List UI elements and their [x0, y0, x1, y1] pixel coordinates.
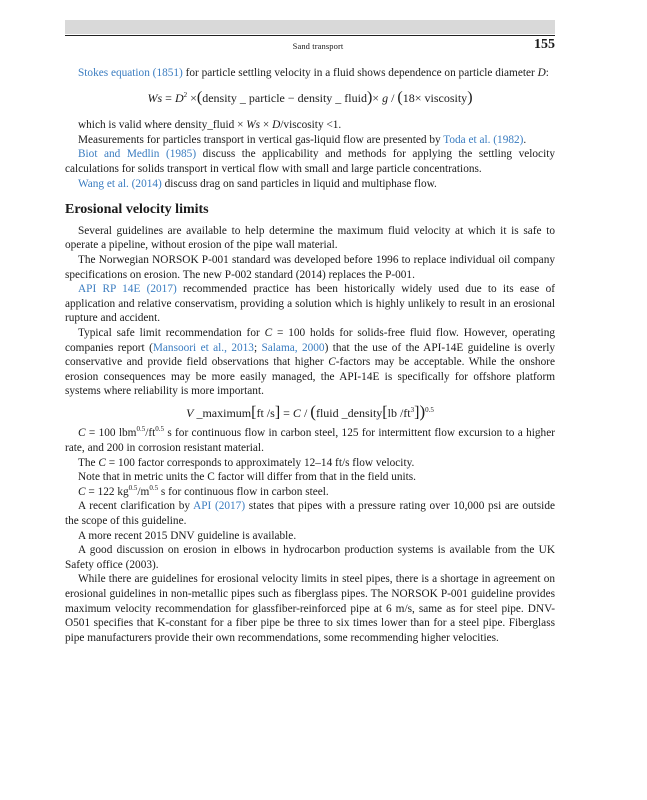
stokes-paragraph: Stokes equation (1851) for particle settling velocity in a fluid shows dependence on particle diameter D: — [78, 67, 549, 79]
api-clarification-paragraph: A recent clarification by API (2017) states that pipes with a pressure rating over 10,000 psi are outside the scope of this guideline. — [65, 500, 555, 528]
metric-c-paragraph: C = 122 $kg^{0.5}/m^{0.5}$ s for continuous flow in carbon steel. — [78, 483, 329, 498]
stokes-equation: $Ws = D^2$ ×(density _ particle − density _ fluid)× g / (18× viscosity) — [147, 88, 473, 106]
dnv-paragraph: A more recent 2015 DNV guideline is available. — [78, 529, 297, 542]
safe-limit-paragraph: Typical safe limit recommendation for C = 100 holds for solids-free fluid flow. However, operating companies report (Mansoori et al., 2013; Salama, 2000) that the use of the API-14E guideline is overly conservative and provide field observations that higher C-factors may be acceptable. While the onshore erosion consequences may be more easily managed, the API-14E is specifically for offshore platform systems where reliability is more important. — [65, 326, 555, 398]
citation-link-api[interactable]: API (2017) — [193, 500, 246, 513]
citation-link-toda[interactable]: Toda et al. (1982) — [443, 133, 524, 146]
c-velocity-paragraph: The C = 100 factor corresponds to approximately 12–14 ft/s flow velocity. — [78, 456, 415, 469]
metric-note-paragraph: Note that in metric units the C factor will differ from that in the field units. — [78, 471, 416, 484]
citation-link-biot[interactable]: Biot and Medlin (1985) — [78, 148, 197, 161]
norsok-paragraph: The Norwegian NORSOK P-001 standard was developed before 1996 to replace individual oil company specifications on erosion. The new P-002 standard (2014) replaces the P-001. — [65, 253, 555, 281]
citation-link-api-rp[interactable]: API RP 14E (2017) — [78, 283, 177, 296]
validity-paragraph: which is valid where density_fluid × Ws × D/viscosity <1. — [78, 119, 342, 132]
citation-link-mansoori[interactable]: Mansoori et al., 2013 — [152, 341, 254, 354]
page-body — [65, 66, 555, 645]
wang-paragraph: Wang et al. (2014) discuss drag on sand particles in liquid and multiphase flow. — [78, 177, 437, 190]
citation-link-salama[interactable]: Salama, 2000 — [261, 341, 325, 354]
running-head: Sand transport — [292, 41, 344, 51]
guidelines-paragraph: Several guidelines are available to help determine the maximum fluid velocity at which it is safe to operate a pipeline, without erosion of the pipe wall material. — [65, 224, 555, 252]
erosional-velocity-equation: V _maximum[ft /s] = C / (fluid _density[lb $/ft^3])^{0.5}$ — [186, 401, 434, 421]
elbows-paragraph: A good discussion on erosion in elbows in hydrocarbon production systems is available from the UK Safety office (2003). — [65, 544, 555, 571]
page-number: 155 — [534, 37, 555, 52]
non-metallic-paragraph: While there are guidelines for erosional velocity limits in steel pipes, there is a shortage in agreement on erosional guidelines in non-metallic pipes such as fiberglass pipes. The NORSOK P-001 guideline provides maximum velocity recommendation for glassfiber-reinforced pipe at 6 m/s, same as for steel pipe. DNV-O501 specifies that K-constant for a fiber pipe be three to six times lower than for a steel pipe. Fiberglass pipe manufacturers provide their own recommendations, some recommending higher velocities. — [65, 573, 555, 644]
c-factor-paragraph: C = 100 $lbm^{0.5}/ft^{0.5}$ s for continuous flow in carbon steel, 125 for intermittent flow excursion to a higher rate, and 200 in corrosion resistant material. — [65, 425, 555, 455]
biot-paragraph: Biot and Medlin (1985) discuss the applicability and methods for applying the settling velocity calculations for solids transport in vertical flow with small and large particle concentrations. — [65, 148, 555, 175]
citation-link-wang[interactable]: Wang et al. (2014) — [78, 177, 162, 190]
citation-link-stokes[interactable]: Stokes equation (1851) — [78, 67, 183, 79]
header-bar — [65, 20, 555, 34]
toda-paragraph: Measurements for particles transport in vertical gas-liquid flow are presented by Toda et al. (1982). — [78, 133, 527, 146]
section-heading: Erosional velocity limits — [65, 202, 209, 218]
header-rule — [65, 35, 555, 36]
api-paragraph: API RP 14E (2017) recommended practice has been historically widely used due to its ease of application and relative conservatism, providing a solution which is highly unlikely to result in an erosional rupture and accident. — [65, 283, 556, 325]
